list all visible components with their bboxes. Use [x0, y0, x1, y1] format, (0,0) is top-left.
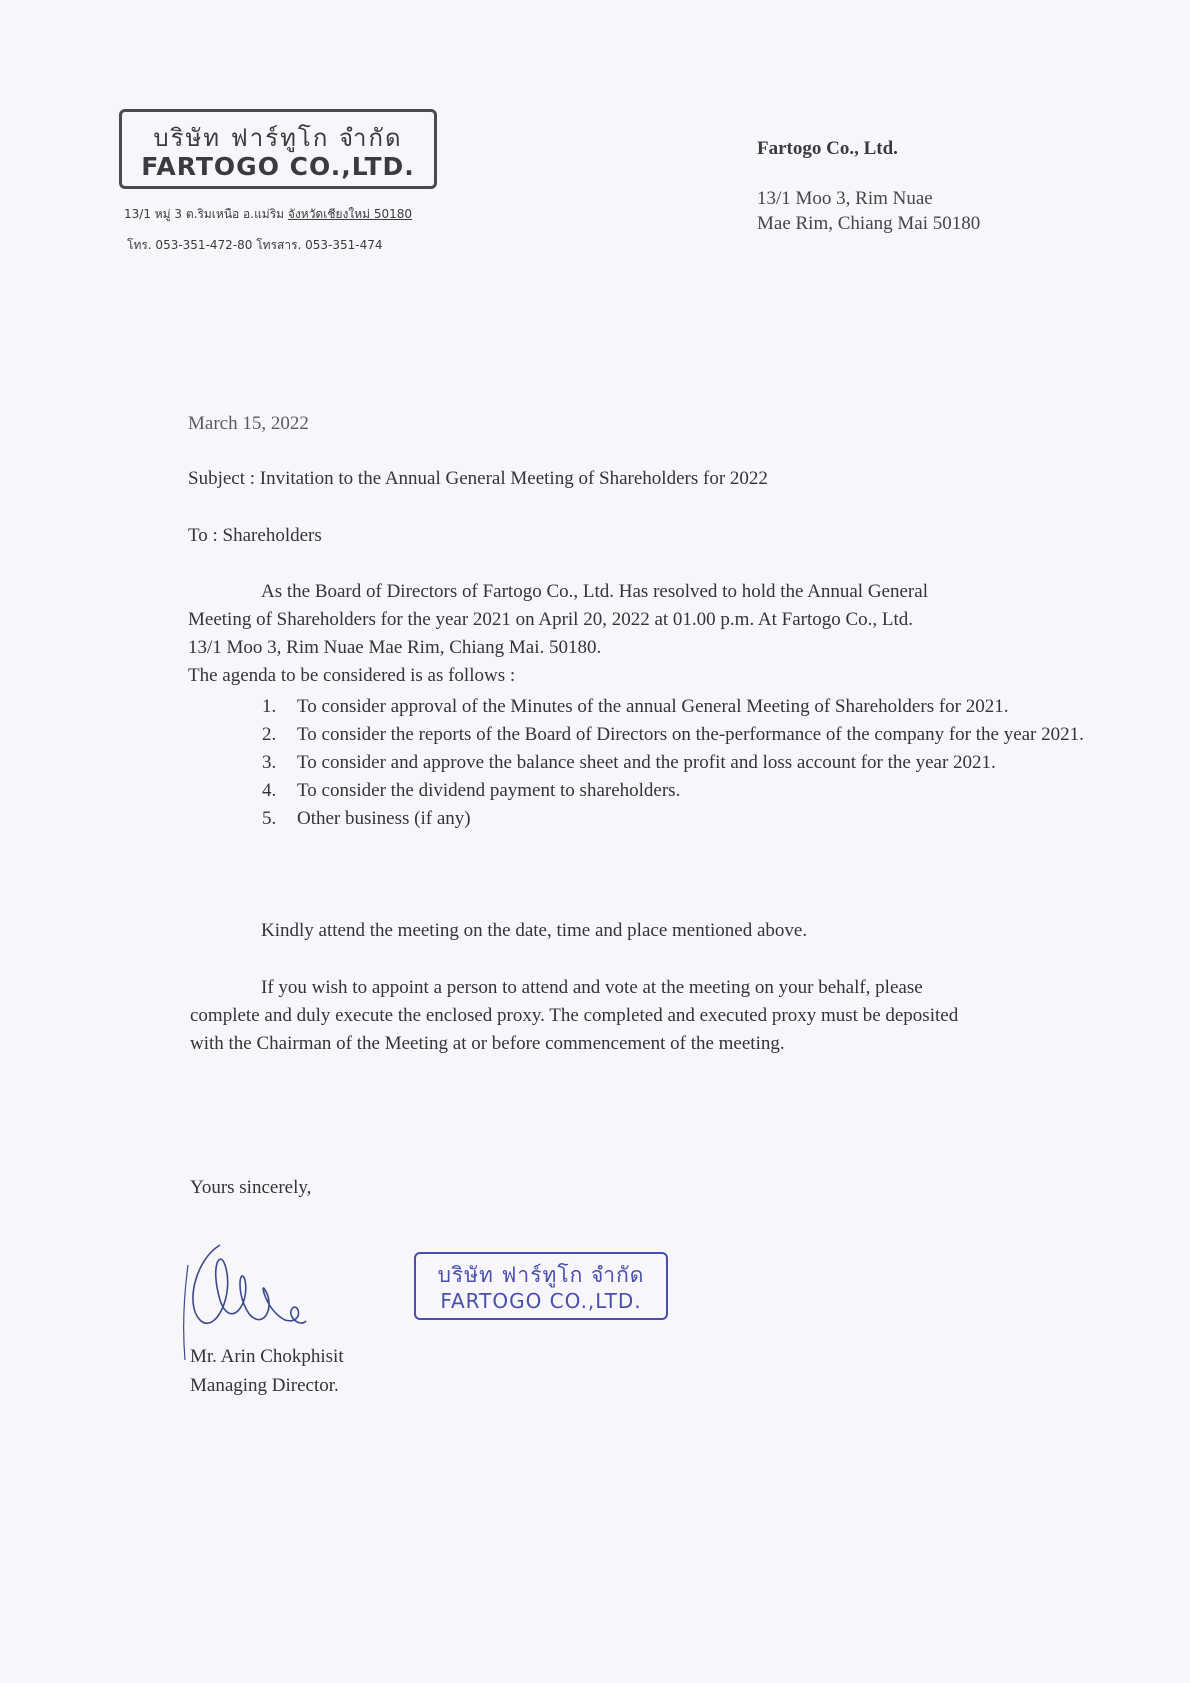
paragraph2-line3: with the Chairman of the Meeting at or before commencement of the meeting. [190, 1033, 785, 1054]
thai-phone: โทร. 053-351-472-80 โทรสาร. 053-351-474 [127, 238, 383, 252]
paragraph1-line1: As the Board of Directors of Fartogo Co., Ltd. Has resolved to hold the Annual General [261, 581, 928, 602]
company-name: Fartogo Co., Ltd. [757, 138, 898, 159]
agenda-text: To consider the dividend payment to shareholders. [297, 780, 681, 801]
closing-salutation: Yours sincerely, [190, 1177, 312, 1198]
signer-name: Mr. Arin Chokphisit [190, 1346, 344, 1367]
agenda-number: 5. [262, 808, 277, 829]
attendance-request: Kindly attend the meeting on the date, time and place mentioned above. [261, 920, 808, 941]
logo-thai-text: บริษัท ฟาร์ทูโก จำกัด [153, 124, 403, 152]
signer-title: Managing Director. [190, 1375, 339, 1396]
agenda-number: 4. [262, 780, 277, 801]
company-address-line2: Mae Rim, Chiang Mai 50180 [757, 213, 981, 234]
agenda-item [262, 805, 1092, 833]
paragraph1-line3: 13/1 Moo 3, Rim Nuae Mae Rim, Chiang Mai. 50180. [188, 637, 602, 658]
stamp-english-text: FARTOGO CO.,LTD. [440, 1289, 642, 1313]
thai-address-underlined: จังหวัดเชียงใหม่ 50180 [287, 207, 413, 221]
agenda-list [262, 693, 1092, 833]
agenda-text: Other business (if any) [297, 808, 471, 829]
agenda-text: To consider approval of the Minutes of the annual General Meeting of Shareholders for 2021. [297, 696, 1009, 717]
thai-address [124, 205, 412, 224]
agenda-item [262, 693, 1092, 721]
letter-subject: Subject : Invitation to the Annual General Meeting of Shareholders for 2022 [188, 468, 768, 489]
company-address-line1: 13/1 Moo 3, Rim Nuae [757, 188, 933, 209]
logo-english-text: FARTOGO CO.,LTD. [141, 152, 415, 181]
stamp-thai-text: บริษัท ฟาร์ทูโก จำกัด [437, 1263, 645, 1287]
agenda-text: To consider and approve the balance sheet and the profit and loss account for the year 2021. [297, 752, 996, 773]
signature-image [180, 1225, 330, 1365]
agenda-item [262, 721, 1092, 749]
company-stamp [414, 1252, 668, 1320]
letter-date: March 15, 2022 [188, 413, 309, 434]
agenda-item [262, 777, 1092, 805]
agenda-number: 2. [262, 724, 277, 745]
thai-address-plain: 13/1 หมู่ 3 ต.ริมเหนือ อ.แม่ริม [124, 207, 288, 221]
agenda-intro: The agenda to be considered is as follows : [188, 665, 516, 686]
agenda-number: 3. [262, 752, 277, 773]
paragraph2-line1: If you wish to appoint a person to attend and vote at the meeting on your behalf, please [261, 977, 923, 998]
agenda-item [262, 749, 1092, 777]
agenda-text: To consider the reports of the Board of Directors on the-performance of the company for the year 2021. [297, 724, 1084, 745]
company-logo [119, 109, 437, 189]
letter-recipient: To : Shareholders [188, 525, 322, 546]
agenda-number: 1. [262, 696, 277, 717]
paragraph2-line2: complete and duly execute the enclosed proxy. The completed and executed proxy must be deposited [190, 1005, 959, 1026]
paragraph1-line2: Meeting of Shareholders for the year 2021 on April 20, 2022 at 01.00 p.m. At Fartogo Co., Ltd. [188, 609, 914, 630]
